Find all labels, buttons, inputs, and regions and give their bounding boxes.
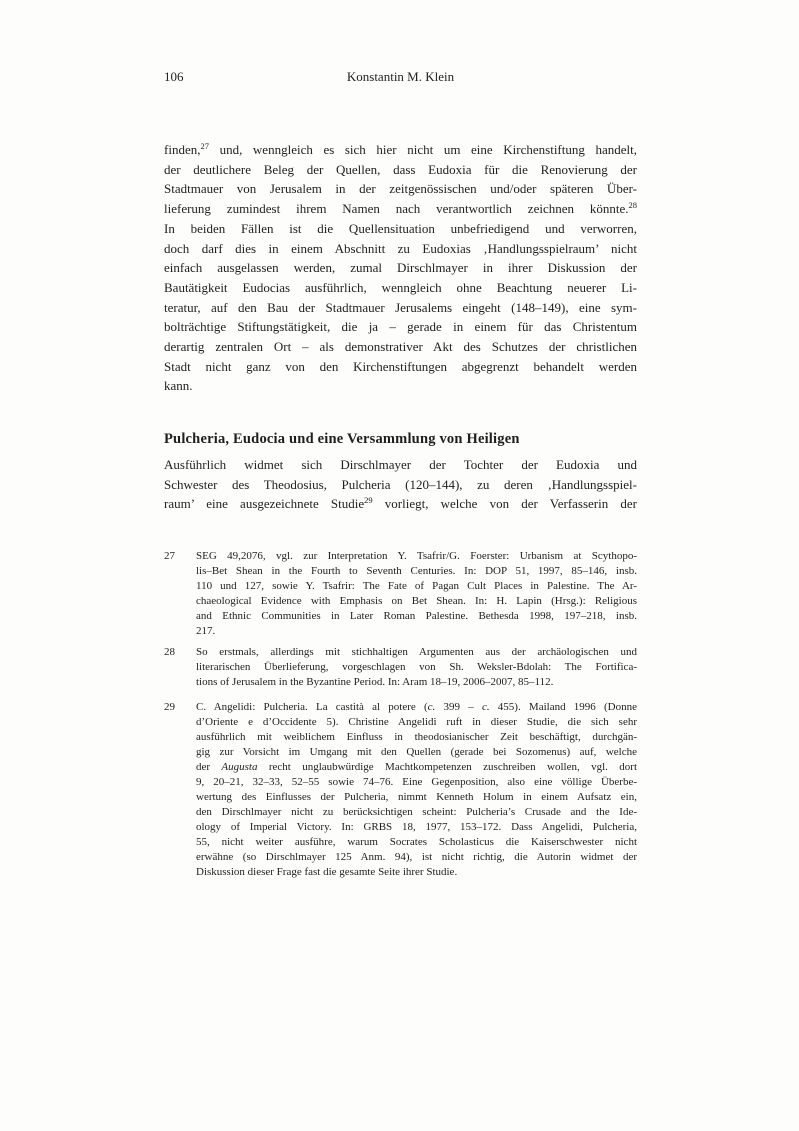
text-line: wertung des Einflusses der Pulcheria, nimmt Kenneth Holum in einem Aufsatz ein, bbox=[196, 791, 637, 803]
footnote-27 bbox=[164, 549, 637, 639]
footnote-number-28: 28 bbox=[164, 646, 175, 658]
text-line bbox=[164, 140, 637, 160]
text-line: ology of Imperial Victory. In: GRBS 18, 1977, 153–172. Dass Angelidi, Pulcheria, bbox=[196, 821, 637, 833]
page-number: 106 bbox=[164, 69, 184, 84]
text-segment: vorliegt, welche von der Verfasserin der bbox=[372, 496, 638, 512]
text-line bbox=[164, 494, 637, 514]
text-line: derartig zentralen Ort – als demonstrativer Akt des Schutzes der christlichen bbox=[164, 339, 637, 355]
text-line: So erstmals, allerdings mit stichhaltigen Argumenten aus der archäologischen und bbox=[196, 646, 637, 658]
text-line: chaeological Evidence with Emphasis on Bet Shean. In: H. Lapin (Hrsg.): Religious bbox=[196, 595, 637, 607]
text-segment-italic: Augusta bbox=[221, 761, 258, 773]
text-line bbox=[196, 700, 637, 715]
footnote-28 bbox=[164, 645, 637, 690]
text-line: gig zur Vorsicht im Umgang mit den Quellen (gerade bei Sozomenus) auf, welche bbox=[196, 746, 637, 758]
text-line: 9, 20–21, 32–33, 52–55 sowie 74–76. Eine Gegenposition, also eine völlige Überbe- bbox=[196, 776, 637, 788]
footnote-ref-28: 28 bbox=[628, 200, 637, 211]
paragraph-2 bbox=[164, 455, 637, 514]
text-line bbox=[164, 199, 637, 219]
text-line: Diskussion dieser Frage fast die gesamte Seite ihrer Studie. bbox=[196, 866, 458, 878]
text-line: lis–Bet Shean in the Fourth to Seventh Centuries. In: DOP 51, 1997, 85–146, insb. bbox=[196, 565, 637, 577]
text-line: literarischen Überlieferung, vorgeschlagen von Sh. Weksler-Bdolah: The Fortifica- bbox=[196, 661, 637, 673]
text-line: d’Oriente e d’Occidente 5). Christine Angelidi ruft in dieser Studie, die sich sehr bbox=[196, 716, 637, 728]
footnote-number-29: 29 bbox=[164, 701, 175, 713]
text-line: den Dirschlmayer nicht zu berücksichtigen scheint: Pulcheria’s Crusade and the Ide- bbox=[196, 806, 637, 818]
text-line: Ausführlich widmet sich Dirschlmayer der Tochter der Eudoxia und bbox=[164, 457, 637, 472]
text-segment-italic: c. bbox=[427, 701, 436, 713]
text-line: 110 und 127, sowie Y. Tsafrir: The Fate of Pagan Cult Places in Palestine. The Ar- bbox=[196, 580, 637, 592]
text-line: einfach ausgelassen werden, zumal Dirschlmayer in ihrer Diskussion der bbox=[164, 260, 637, 276]
text-line: 217. bbox=[196, 625, 216, 637]
text-segment: C. Angelidi: Pulcheria. La castità al potere ( bbox=[196, 701, 428, 713]
text-line: Stadt nicht ganz von den Kirchenstiftungen abgegrenzt behandelt werden bbox=[164, 358, 637, 374]
text-segment: finden, bbox=[164, 142, 201, 157]
text-line: Schwester des Theodosius, Pulcheria (120–144), zu deren ‚Handlungsspiel- bbox=[164, 476, 637, 492]
text-segment: lieferung zumindest ihrem Namen nach verantwortlich zeichnen könnte. bbox=[164, 201, 629, 217]
text-line: teratur, auf den Bau der Stadtmauer Jerusalems eingeht (148–149), eine sym- bbox=[164, 299, 637, 315]
text-segment: 399 – bbox=[435, 701, 482, 713]
text-line: erwähne (so Dirschlmayer 125 Anm. 94), ist nicht richtig, die Autorin widmet der bbox=[196, 851, 637, 863]
text-segment: der bbox=[196, 761, 222, 773]
text-line: kann. bbox=[164, 378, 193, 394]
text-segment-italic: c. bbox=[481, 701, 490, 713]
text-line: der deutlichere Beleg der Quellen, dass Eudoxia für die Renovierung der bbox=[164, 161, 637, 177]
text-line: doch darf dies in einem Abschnitt zu Eudoxias ‚Handlungsspielraum’ nicht bbox=[164, 240, 637, 256]
text-line: ausführlich mit weiblichem Einfluss in theodosianischer Zeit beschäftigt, durchgän- bbox=[196, 731, 637, 743]
page-header bbox=[164, 69, 637, 84]
running-header: Konstantin M. Klein bbox=[346, 69, 455, 84]
footnote-ref-27: 27 bbox=[200, 141, 209, 151]
text-line bbox=[196, 760, 637, 775]
text-segment: und, wenngleich es sich hier nicht um eine Kirchenstiftung handelt, bbox=[208, 142, 637, 157]
text-line: and Ethnic Communities in Later Roman Palestine. Bethesda 1998, 197–218, insb. bbox=[196, 610, 637, 622]
text-line: 55, nicht weiter ausführe, warum Socrates Scholasticus die Kaiserschwester nicht bbox=[196, 836, 637, 848]
text-segment: recht unglaubwürdige Machtkompetenzen zuschreiben wollen, vgl. dort bbox=[257, 761, 637, 773]
footnote-29 bbox=[164, 700, 637, 880]
paragraph-1 bbox=[164, 140, 637, 396]
text-line: Stadtmauer von Jerusalem in der zeitgenössischen und/oder späteren Über- bbox=[164, 181, 637, 197]
footnote-number-27: 27 bbox=[164, 550, 175, 562]
text-segment: raum’ eine ausgezeichnete Studie bbox=[164, 496, 365, 512]
section-heading: Pulcheria, Eudocia und eine Versammlung von Heiligen bbox=[164, 431, 520, 447]
text-segment: 455). Mailand 1996 (Donne bbox=[489, 701, 638, 713]
text-line: Bautätigkeit Eudocias ausführlich, wenngleich ohne Beachtung neuerer Li- bbox=[164, 279, 637, 295]
text-line: SEG 49,2076, vgl. zur Interpretation Y. Tsafrir/G. Foerster: Urbanism at Scythopo- bbox=[196, 550, 637, 562]
text-line: In beiden Fällen ist die Quellensituation unbefriedigend und verworren, bbox=[164, 220, 637, 236]
text-line: bolträchtige Stiftungstätigkeit, die ja – gerade in einem für das Christentum bbox=[164, 319, 637, 335]
text-line: tions of Jerusalem in the Byzantine Period. In: Aram 18–19, 2006–2007, 85–112. bbox=[196, 676, 554, 688]
footnote-ref-29: 29 bbox=[364, 495, 373, 506]
